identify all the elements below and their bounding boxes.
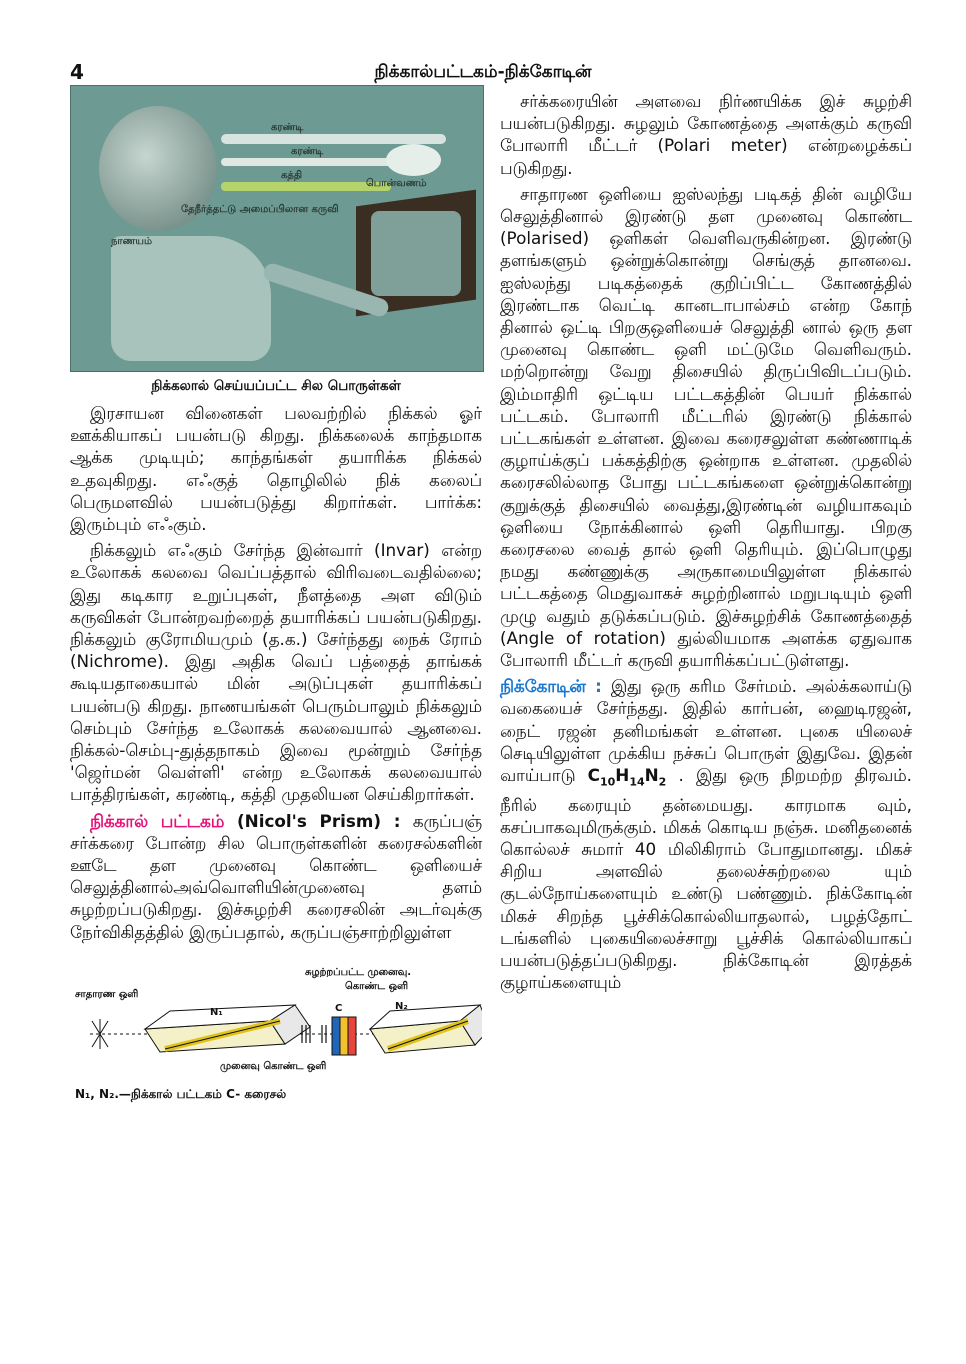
- nicol-prism-heading: நிக்கால் பட்டகம்: [90, 810, 225, 831]
- nicol-prism-text: கருப்பஞ் சர்க்கரை போன்ற சில பொருள்களின் கரைசல்களின் ஊடே தள முனைவு கொண்ட ஒளியைச் செலுத்தினால்அவ்வொளியின்முனைவு தளம் சுழற்றப்படுகிறது. இச்சுழற்சி கரைசலின் அடர்வுக்கு நேர்விகிதத்தில் இருப்பதால், கருப்பஞ்சாற்றிலுள்ள: [70, 810, 483, 942]
- label-c: C: [335, 1002, 343, 1014]
- label-spoon: கரண்டி: [291, 146, 324, 157]
- label-pot: தேநீர்த்தட்டு அமைப்பிலான கருவி: [181, 204, 339, 215]
- formula-n-sub: 2: [658, 775, 667, 789]
- dish-inner-image: [371, 211, 461, 296]
- nicol-prism-heading-en: (Nicol's Prism) :: [224, 810, 401, 831]
- label-rotated-light: சுழற்றப்பட்ட முனைவு.: [305, 966, 412, 978]
- polarimeter-svg: [70, 949, 482, 1109]
- label-coin: நாணயம்: [111, 236, 152, 247]
- diagram-legend: N₁, N₂.—நிக்கால் பட்டகம் C- கரைசல்: [75, 1086, 287, 1101]
- fork-image: [221, 134, 446, 144]
- spoon-image: [221, 158, 391, 166]
- nicotine-heading: நிக்கோடின் :: [500, 676, 602, 697]
- label-ordinary-light: சாதாரண ஒளி: [75, 988, 139, 1000]
- label-fork: கரண்டி: [271, 122, 304, 133]
- label-knife: கத்தி: [281, 170, 303, 181]
- running-head: நிக்கால்பட்டகம்-நிக்கோடின்: [374, 62, 592, 82]
- nicotine-formula: [587, 765, 667, 789]
- pot-image: [111, 236, 271, 361]
- polarimeter-diagram: [70, 949, 482, 1109]
- label-n1: N₁: [210, 1006, 223, 1018]
- label-dish: பொன்வணம்: [366, 178, 427, 189]
- nickel-objects-photo: [70, 85, 484, 372]
- paragraph-catalyst: இரசாயன வினைகள் பலவற்றில் நிக்கல் ஓர் ஊக்கியாகப் பயன்படு கிறது. நிக்கலைக் காந்தமாக ஆக்க முடியும்; காந்தங்கள் தயாரிக்க நிக்கல் உதவுகிறது. எஃகுத் தொழிலில் நிக் கலைப் பெருமளவில் பயன்படுத்து கிறார்கள். பார்க்க: இரும்பும் எஃகும்.: [70, 403, 482, 535]
- paragraph-alloys: நிக்கலும் எஃகும் சேர்ந்த இன்வார் (Invar) என்ற உலோகக் கலவை வெப்பத்தால் விரிவடைவதில்லை; இது கடிகார உறுப்புகள், நீளத்தை அள விடும் கருவிகள் போன்றவற்றைத் தயாரிக்கப் பயன்படுகிறது. நிக்கலும் குரோமியமும் (த.க.) சேர்ந்தது நைக் ரோம் (Nichrome). இது அதிக வெப் பத்தைத் தாங்கக் கூடியதாகையால் மின் அடுப்புகள் தயாரிக்கப் பயன்படு கிறது. நாணயங்கள் பெரும்பாலும் நிக்கலும் செம்பும் சேர்ந்த உலோகக் கலவையால் ஆனவை. நிக்கல்-செம்பு-துத்தநாகம் இவை மூன்றும் சேர்ந்த 'ஜெர்மன் வெள்ளி' என்ற உலோகக் கலவையால் பாத்திரங்கள், கரண்டி, கத்தி முதலியன செய்கிறார்கள்.: [70, 540, 482, 805]
- formula-h: H: [615, 765, 630, 786]
- label-polarised-light: முனைவு கொண்ட ஒளி: [220, 1060, 327, 1072]
- spoon-bowl-image: [386, 144, 441, 176]
- formula-c: C: [587, 765, 600, 786]
- label-n2: N₂: [395, 1000, 408, 1012]
- figure-caption: நிக்கலால் செய்யப்பட்ட சில பொருள்கள்: [151, 378, 401, 394]
- paragraph-iceland-spar: சாதாரண ஒளியை ஐஸ்லந்து படிகத் தின் வழியே செலுத்தினால் இரண்டு தள முனைவு கொண்ட (Polarised) ஒளிகள் வெளிவருகின்றன. இரண்டு தளங்களும் ஒன்றுக்கொன்று செங்குத் தானவை. ஐஸ்லந்து படிகத்தைக் குறிப்பிட்ட கோணத்தில் இரண்டாக வெட்டி கானடாபால்சம் என்ற கோந் தினால் ஒட்டி பிறகுஒளியைச் செலுத்தி னால் ஒரு தள முனைவு கொண்ட ஒளி மட்டுமே வெளிவரும். மற்றொன்று வேறு திசையில் திருப்பிவிடப்படும். இம்மாதிரி ஒட்டிய பட்டகத்தின் பெயர் நிக்கால் பட்டகம். போலாரி மீட்டரில் இரண்டு நிக்கால் பட்டகங்கள் உள்ளன. இவை கரைசலுள்ள கண்ணாடிக் குழாய்க்குப் பக்கத்திற்கு ஒன்றாக உள்ளன. முதலில் கரைசலில்லாத போது பட்டகங்களை ஒன்றுக்கொன்று குறுக்குத் திசையில் வைத்து,இரண்டின் வழியாகவும் ஒளியை நோக்கினால் ஒளி தெரியாது. பிறகு கரைசலை வைத் தால் ஒளி தெரியும். இப்பொழுது நமது கண்ணுக்கு அருகாமையிலுள்ள நிக்கால் பட்டகத்தை மெதுவாகச் சுழற்றினால் மறுபடியும் ஒளி முழு வதும் தடுக்கப்படும். இச்சுழற்சிக் கோணத்தைத் (Angle of rotation) துல்லியமாக அளக்க ஏதுவாக போலாரி மீட்டர் கருவி தயாரிக்கப்பட்டுள்ளது.: [500, 183, 912, 671]
- paragraph-nicol-prism: [70, 810, 482, 943]
- page-number: 4: [70, 60, 84, 84]
- formula-c-sub: 10: [599, 775, 616, 789]
- nicotine-text-2: . இது ஒரு நிறமற்ற திரவம். நீரில் கரையும் தன்மையது. காரமாக வும், கசப்பாகவுமிருக்கும். மிகக் கொடிய நஞ்சு. மனிதனைக் கொல்லச் சுமார் 40 மிலிகிராம் போதுமானது. மிகச் சிறிய அளவில் தலைச்சுற்றலை யும் குடல்நோய்களையும் உண்டு பண்ணும். நிக்கோடின் மிகச் சிறந்த பூச்சிக்கொல்லியாதலால், பழத்தோட் டங்களில் புகையிலைச்சாறு பூச்சிக் கொல்லியாகப் பயன்படுத்தப்படுகிறது. நிக்கோடின் இரத்தக் குழாய்களையும்: [500, 765, 912, 993]
- left-column: [70, 85, 482, 1109]
- formula-n: N: [644, 765, 659, 786]
- paragraph-polarimeter: சர்க்கரையின் அளவை நிர்ணயிக்க இச் சுழற்சி பயன்படுகிறது. சுழலும் கோணத்தை அளக்கும் கருவி போலாரி மீட்டர் (Polari meter) என்றழைக்கப் படுகிறது.: [500, 91, 912, 178]
- formula-h-sub: 14: [629, 775, 645, 789]
- right-column: [500, 90, 912, 997]
- label-rotated-light-2: கொண்ட ஒளி: [345, 980, 409, 992]
- paragraph-nicotine: [500, 675, 912, 993]
- nicotine-text: இது ஒரு கரிம சேர்மம். அல்க்கலாய்டு வகையைச் சேர்ந்தது. இதில் கார்பன், ஹைடிரஜன், நைட் ரஜன் தனிமங்கள் உள்ளன. புகை யிலைச் செடியிலுள்ள முக்கிய நச்சுப் பொருள் இதுவே. இதன் வாய்பாடு: [500, 676, 912, 786]
